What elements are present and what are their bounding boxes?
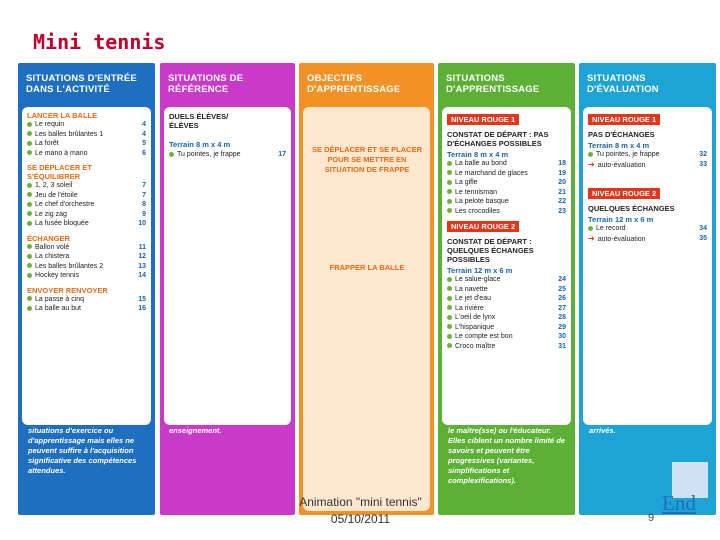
list-item[interactable]: Le jet d'eau 26 — [447, 294, 566, 304]
column-header: SITUATIONS D'ÉVALUATION — [587, 73, 659, 95]
list-item[interactable]: Les balles brûlantes 1 4 — [27, 130, 146, 140]
bullet-icon — [27, 254, 32, 259]
terrain-label: Terrain 8 m x 4 m — [447, 150, 509, 159]
objective-move: SE DÉPLACER ET SE PLACER POUR SE METTRE EN SITUATION DE FRAPPE — [311, 145, 423, 174]
evaluation-description: Des activités pour une ou des situations d'évaluation finale afin de vérifier ensemble ce que mes élèves ont appris, ce que j'leur ai enseigné, où nous en sommes arrivés. — [589, 376, 708, 435]
list-item[interactable]: La balle au bond 18 — [447, 159, 566, 169]
column-header: SITUATIONS D'ENTRÉE DANS L'ACTIVITÉ — [26, 73, 137, 95]
list-item[interactable]: La fusée bloquée 10 — [27, 219, 146, 229]
bullet-icon — [447, 343, 452, 348]
page-number: 9 — [648, 512, 655, 524]
bullet-icon — [27, 211, 32, 216]
start-condition: CONSTAT DE DÉPART : PAS D'ÉCHANGES POSSIBLES — [447, 130, 549, 148]
bullet-icon — [447, 315, 452, 320]
bullet-icon — [27, 183, 32, 188]
level-badge: NIVEAU ROUGE 1 — [588, 114, 660, 125]
bullet-icon — [447, 296, 452, 301]
list-item[interactable]: Le record 34 — [588, 224, 707, 234]
list-item[interactable]: Hockey tennis 14 — [27, 271, 146, 281]
bullet-icon — [447, 208, 452, 213]
bullet-icon — [447, 334, 452, 339]
section-title: ENVOYER RENVOYER — [27, 285, 108, 295]
bullet-icon — [27, 122, 32, 127]
list-item[interactable]: La forêt 5 — [27, 139, 146, 149]
column-header: OBJECTIFS D'APPRENTISSAGE — [307, 73, 401, 95]
list-item[interactable]: La pelote basque 22 — [447, 197, 566, 207]
list-item[interactable]: La chistera 12 — [27, 252, 146, 262]
bullet-icon — [169, 152, 174, 157]
level-badge: NIVEAU ROUGE 2 — [447, 221, 519, 232]
terrain-label: Terrain 12 m x 6 m — [447, 266, 513, 275]
list-item[interactable]: ➜ auto-évaluation 35 — [588, 233, 707, 243]
list-item[interactable]: L'oeil de lynx 28 — [447, 313, 566, 323]
level-badge: NIVEAU ROUGE 2 — [588, 188, 660, 199]
list-item[interactable]: Le requin 4 — [27, 120, 146, 130]
column-learning-situations — [438, 63, 575, 515]
objectives-panel — [303, 107, 430, 511]
bullet-icon — [27, 273, 32, 278]
bullet-icon — [27, 296, 32, 301]
bullet-icon — [27, 141, 32, 146]
bullet-icon — [447, 189, 452, 194]
bullet-icon — [27, 244, 32, 249]
bullet-icon — [27, 306, 32, 311]
start-condition: QUELQUES ÉCHANGES — [588, 204, 675, 213]
duels-block: DUELS ÉLÈVES/ÉLÈVES — [169, 112, 229, 130]
bullet-icon — [447, 277, 452, 282]
arrow-icon: ➜ — [588, 159, 595, 169]
list-item[interactable]: La rivière 27 — [447, 304, 566, 314]
list-item[interactable]: L'hispanique 29 — [447, 323, 566, 333]
level-badge: NIVEAU ROUGE 1 — [447, 114, 519, 125]
list-item[interactable]: ➜ auto-évaluation 33 — [588, 159, 707, 169]
list-item[interactable]: Tu pointes, je frappe 32 — [588, 150, 707, 160]
start-condition: PAS D'ÉCHANGES — [588, 130, 655, 139]
bullet-icon — [27, 202, 32, 207]
list-item[interactable]: Le salue-glace 24 — [447, 275, 566, 285]
list-item[interactable]: La gifle 20 — [447, 178, 566, 188]
bullet-icon — [447, 199, 452, 204]
list-item[interactable]: Le mano à mano 6 — [27, 149, 146, 159]
bullet-icon — [447, 161, 452, 166]
bullet-icon — [447, 324, 452, 329]
list-item[interactable]: Ballon volé 11 — [27, 243, 146, 253]
arrow-icon: ➜ — [588, 233, 595, 243]
column-header: SITUATIONS DE RÉFÉRENCE — [168, 73, 244, 95]
terrain-label: Terrain 12 m x 6 m — [588, 215, 654, 224]
bullet-icon — [27, 150, 32, 155]
terrain-label: Terrain 8 m x 4 m — [169, 140, 231, 149]
list-item[interactable]: Jeu de l'étoile 7 — [27, 191, 146, 201]
list-item[interactable]: Les crocodiles 23 — [447, 207, 566, 217]
column-entry-situations — [18, 63, 155, 515]
section-title: ÉCHANGER — [27, 233, 70, 243]
column-header: SITUATIONS D'APPRENTISSAGE — [446, 73, 540, 95]
bullet-icon — [27, 131, 32, 136]
list-item[interactable]: Le tennisman 21 — [447, 188, 566, 198]
list-item[interactable]: Croco maître 31 — [447, 342, 566, 352]
column-reference-situations — [160, 63, 295, 515]
page-title: Mini tennis — [33, 30, 166, 54]
list-item[interactable]: La passe à cinq 15 — [27, 295, 146, 305]
bullet-icon — [27, 192, 32, 197]
start-condition: CONSTAT DE DÉPART : QUELQUES ÉCHANGES POSSIBLES — [447, 237, 534, 264]
bullet-icon — [27, 263, 32, 268]
bullet-icon — [447, 305, 452, 310]
list-item[interactable]: Tu pointes, je frappe 17 — [169, 150, 286, 160]
list-item[interactable]: Les balles brûlantes 2 13 — [27, 262, 146, 272]
end-link[interactable]: End — [662, 491, 696, 515]
bullet-icon — [447, 286, 452, 291]
bullet-icon — [27, 221, 32, 226]
learning-description: Des situations d'apprentissage et d'exercice pour progresser, apprendre et s'exercer. Ces situations seront organisées en séances ou leçons par le maître, le maître(sse) ou l'éducateur. Elles ciblent un nombre limité de savoirs et peuvent être progressives (variantes, simplifications et complexifications). — [448, 376, 568, 485]
list-item[interactable]: Le chef d'orchestre 8 — [27, 200, 146, 210]
list-item[interactable]: Le zig zag 9 — [27, 210, 146, 220]
reference-description: Une situation d'évaluation initiale pour voir où en sont mes élèves, leurs besoins et « manques » particuliers, donc pour orienter mon enseignement. — [169, 376, 285, 435]
list-item[interactable]: Le marchand de glaces 19 — [447, 169, 566, 179]
terrain-label: Terrain 8 m x 4 m — [588, 141, 650, 150]
bullet-icon — [588, 152, 593, 157]
bullet-icon — [588, 226, 593, 231]
objective-hit: FRAPPER LA BALLE — [329, 263, 405, 272]
section-title: SE DÉPLACER ET S'ÉQUILIBRER — [27, 163, 93, 181]
list-item[interactable]: La balle au but 16 — [27, 304, 146, 314]
list-item[interactable]: La navette 25 — [447, 285, 566, 295]
section-title: LANCER LA BALLE — [27, 111, 98, 120]
slide-footer: Animation "mini tennis" 05/10/2011 — [299, 495, 422, 526]
column-learning-objectives — [299, 63, 434, 515]
bullet-icon — [447, 170, 452, 175]
list-item[interactable]: Le compte est bon 30 — [447, 332, 566, 342]
entry-description: Des situations pour mettre dans l'activité et les apprentissages, pour en découvrir les règles et les contraintes. On les retrouvera parfois à l'échauffement ou en situations d'exercice ou d'apprentissage mais elles ne peuvent suffire à l'acquisition significative des compétences attendues. — [28, 376, 148, 475]
list-item[interactable]: 1, 2, 3 soleil 7 — [27, 181, 146, 191]
column-evaluation-situations — [579, 63, 716, 515]
bullet-icon — [447, 180, 452, 185]
